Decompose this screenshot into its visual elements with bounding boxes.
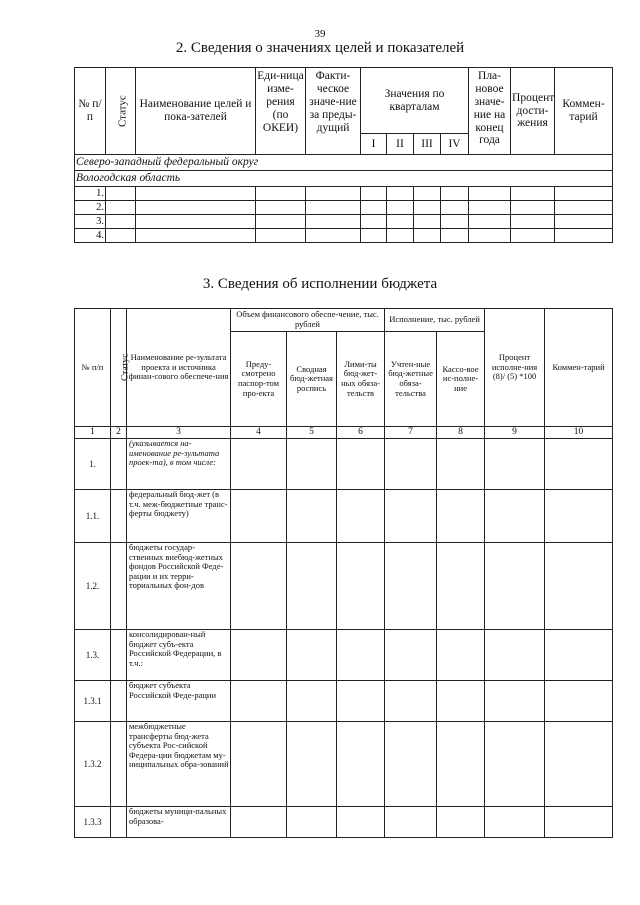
- row-number: 4.: [75, 229, 106, 243]
- header-status: Статус: [106, 68, 136, 155]
- row-id: 1.2.: [75, 543, 111, 630]
- row-name: федеральный бюд-жет (в т.ч. меж-бюджетные транс-ферты бюджету): [127, 490, 231, 543]
- header-quarter-1: I: [361, 134, 387, 155]
- row-name: (указывается на-именование ре-зультата проек-та), в том числе:: [127, 439, 231, 490]
- header-consolidated: Сводная бюд-жетная роспись: [287, 332, 337, 427]
- header-volume-group: Объем финансового обеспе-чение, тыс. рублей: [231, 309, 385, 332]
- header-quarters-group: Значения по кварталам: [361, 68, 469, 134]
- header-plan: Пла-новое значе-ние на конец года: [469, 68, 511, 155]
- table-row: [75, 215, 613, 229]
- header-cash: Кассо-вое ис-полне-ние: [437, 332, 485, 427]
- header-num: № п/п: [75, 68, 106, 155]
- header-status: Статус: [111, 309, 127, 427]
- district-row: Северо-западный федеральный округ: [75, 155, 613, 171]
- header-execution-group: Исполнение, тыс. рублей: [385, 309, 485, 332]
- column-number: 3: [127, 427, 231, 439]
- table-row: [75, 187, 613, 201]
- indicators-table: [74, 67, 613, 243]
- column-number: 5: [287, 427, 337, 439]
- table-row: [75, 201, 613, 215]
- header-comment: Коммен-тарий: [545, 309, 613, 427]
- column-numbers-row: [75, 427, 613, 439]
- column-number: 6: [337, 427, 385, 439]
- column-number: 7: [385, 427, 437, 439]
- column-number: 1: [75, 427, 111, 439]
- row-id: 1.3.2: [75, 722, 111, 807]
- header-name: Наименование ре-зультата проекта и источника финан-сового обеспече-ния: [127, 309, 231, 427]
- row-id: 1.: [75, 439, 111, 490]
- header-quarter-4: IV: [441, 134, 469, 155]
- header-obligations: Учтен-ные бюд-жетные обяза-тельства: [385, 332, 437, 427]
- header-passport: Преду-смотрено паспор-том про-екта: [231, 332, 287, 427]
- header-percent: Процент дости-жения: [511, 68, 555, 155]
- header-percent: Процент исполне-ния (8)/ (5) *100: [485, 309, 545, 427]
- section-3-title: 3. Сведения об исполнении бюджета: [202, 276, 438, 292]
- page-number: 39: [314, 28, 326, 40]
- section-2-title: 2. Сведения о значениях целей и показателей: [175, 40, 465, 56]
- column-number: 4: [231, 427, 287, 439]
- header-num: № п/п: [75, 309, 111, 427]
- header-limits: Лими-ты бюд-жет-ных обяза-тельств: [337, 332, 385, 427]
- row-id: 1.3.: [75, 630, 111, 681]
- row-name: бюджет субъекта Российской Феде-рации: [127, 681, 231, 722]
- table-row: [75, 681, 613, 722]
- row-id: 1.3.3: [75, 807, 111, 838]
- row-number: 1.: [75, 187, 106, 201]
- table-row: [75, 439, 613, 490]
- column-number: 10: [545, 427, 613, 439]
- table-row: [75, 807, 613, 838]
- table-row: [75, 543, 613, 630]
- header-unit: Еди-ница изме-рения (по ОКЕИ): [256, 68, 306, 155]
- region-row: Вологодская область: [75, 171, 613, 187]
- table-row: [75, 490, 613, 543]
- row-name: бюджеты муници-пальных образова-: [127, 807, 231, 838]
- table-row: [75, 229, 613, 243]
- header-comment: Коммен-тарий: [555, 68, 613, 155]
- column-number: 2: [111, 427, 127, 439]
- budget-table: [74, 308, 613, 838]
- table-row: [75, 722, 613, 807]
- column-number: 9: [485, 427, 545, 439]
- column-number: 8: [437, 427, 485, 439]
- row-id: 1.1.: [75, 490, 111, 543]
- row-name: межбюджетные трансферты бюд-жета субъекта Рос-сийской Федера-ции бюджетам му-ниципальных обра-зований: [127, 722, 231, 807]
- row-name: консолидирован-ный бюджет субъ-екта Российской Федерации, в т.ч.:: [127, 630, 231, 681]
- header-quarter-2: II: [387, 134, 414, 155]
- header-name: Наименование целей и пока-зателей: [136, 68, 256, 155]
- header-quarter-3: III: [414, 134, 441, 155]
- table-row: [75, 630, 613, 681]
- row-name: бюджеты государ-ственных внебюд-жетных фондов Российской Феде-рации и их терри-ториальных фон-дов: [127, 543, 231, 630]
- row-id: 1.3.1: [75, 681, 111, 722]
- row-number: 3.: [75, 215, 106, 229]
- row-number: 2.: [75, 201, 106, 215]
- header-fact: Факти-ческое значе-ние за преды-дущий: [306, 68, 361, 155]
